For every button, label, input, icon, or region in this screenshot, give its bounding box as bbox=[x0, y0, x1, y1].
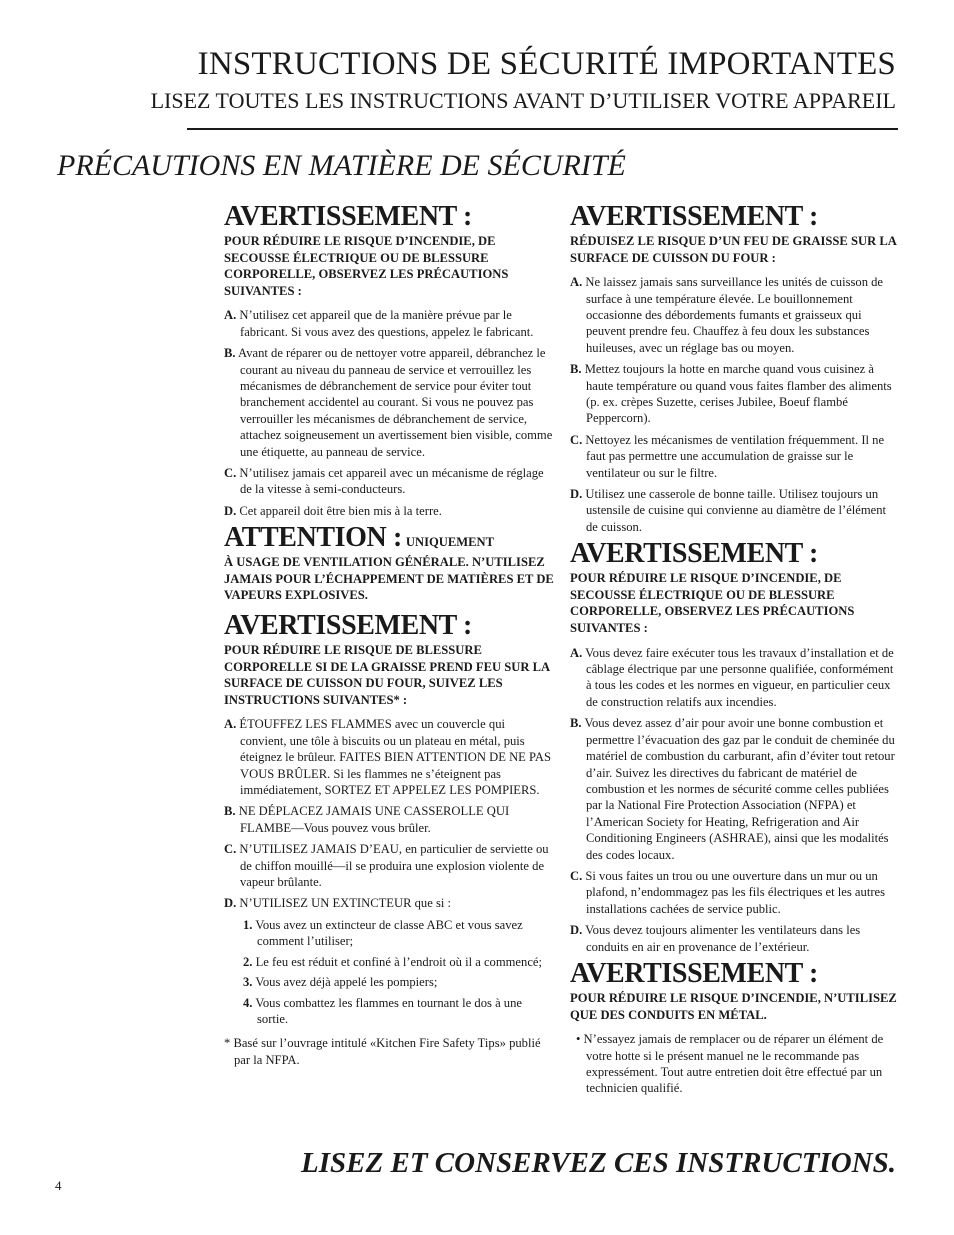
item-text: ÉTOUFFEZ LES FLAMMES avec un couvercle qui convient, une tôle à biscuits ou un plateau en métal, puis éteignez le brûleur. FAITES BIEN ATTENTION DE NE PAS VOUS BRÛLER. Si les flammes ne s’éteignent pas immédiatement, SORTEZ ET APPELEZ LES POMPIERS. bbox=[239, 717, 551, 798]
list-item bbox=[570, 715, 900, 863]
item-text: N’utilisez jamais cet appareil avec un mécanisme de réglage de la vitesse à semi-conducteurs. bbox=[239, 466, 544, 497]
warning-title: AVERTISSEMENT : bbox=[570, 538, 818, 570]
item-letter: B. bbox=[224, 346, 236, 361]
left-column bbox=[224, 198, 554, 1068]
list-item bbox=[224, 465, 554, 498]
item-letter: A. bbox=[224, 308, 237, 323]
closing-statement: LISEZ ET CONSERVEZ CES INSTRUCTIONS. bbox=[301, 1147, 896, 1179]
page-number: 4 bbox=[55, 1178, 62, 1193]
header-divider bbox=[187, 128, 898, 130]
sub-list-item bbox=[243, 995, 554, 1028]
item-text: Vous devez faire exécuter tous les travaux d’installation et de câblage électrique par une personne qualifiée, conformément à tous les codes et les normes en vigueur, en particulier ceux de construction relatifs aux incendies. bbox=[585, 645, 894, 709]
item-letter: C. bbox=[224, 842, 237, 857]
warning-lead: POUR RÉDUIRE LE RISQUE D’INCENDIE, N’UTILISEZ QUE DES CONDUITS EN MÉTAL. bbox=[570, 990, 897, 1022]
bullet-item: • N’essayez jamais de remplacer ou de réparer un élément de votre hotte si le présent manuel ne le recommande pas expressément. Tout autre entretien doit être effectué par un technicien qualifié. bbox=[576, 1032, 884, 1096]
attention-lead: À USAGE DE VENTILATION GÉNÉRALE. N’UTILISEZ JAMAIS POUR L’ÉCHAPPEMENT DE MATIÈRES ET DE VAPEURS EXPLOSIVES. bbox=[224, 555, 554, 603]
item-letter: A. bbox=[570, 275, 583, 290]
warning-title: AVERTISSEMENT : bbox=[570, 201, 818, 232]
warning-block-3 bbox=[570, 203, 900, 535]
list-item bbox=[224, 307, 554, 340]
warning-title: AVERTISSEMENT : bbox=[224, 201, 472, 232]
list-item bbox=[224, 895, 554, 911]
attention-heading bbox=[224, 524, 554, 552]
warning-block-1 bbox=[224, 203, 554, 519]
attention-inline-text: UNIQUEMENT bbox=[405, 535, 495, 550]
item-text: Ne laissez jamais sans surveillance les unités de cuisson de surface à une température élevée. Le bouillonnement occasionne des débordements fumants et graisseux qui peuvent prendre feu. Chauffez à feu doux les substances huileuses, avec un réglage bas ou moyen. bbox=[585, 275, 884, 355]
item-letter: A. bbox=[224, 717, 237, 732]
item-letter: D. bbox=[224, 896, 237, 911]
item-letter: A. bbox=[570, 645, 583, 660]
sub-list-item bbox=[243, 974, 554, 990]
warning-block-4 bbox=[570, 540, 900, 955]
item-text: Si vous faites un trou ou une ouverture dans un mur ou un plafond, n’endommagez pas les fils électriques et les autres installations cachées de service public. bbox=[585, 868, 885, 916]
sub-item-text: Vous avez déjà appelé les pompiers; bbox=[255, 975, 438, 990]
item-letter: C. bbox=[570, 868, 583, 883]
item-letter: D. bbox=[570, 487, 583, 502]
item-text: Avant de réparer ou de nettoyer votre appareil, débranchez le courant au niveau du panneau de service et verrouillez les mécanismes de débranchement de service pour éviter tout branchement accidentel au courant. Si vous ne pouvez pas verrouiller les mécanismes de débranchement de service, attachez soigneusement un avertissement bien visible, comme une étiquette, au panneau de service. bbox=[238, 346, 553, 459]
right-column bbox=[570, 198, 900, 1102]
item-letter: B. bbox=[570, 362, 582, 377]
list-item bbox=[570, 922, 900, 955]
warning-lead: POUR RÉDUIRE LE RISQUE DE BLESSURE CORPORELLE SI DE LA GRAISSE PREND FEU SUR LA SURFACE DE CUISSON DU FOUR, SUIVEZ LES INSTRUCTIONS SUIVANTES* : bbox=[224, 643, 550, 707]
warning-lead: POUR RÉDUIRE LE RISQUE D’INCENDIE, DE SECOUSSE ÉLECTRIQUE OU DE BLESSURE CORPORELLE, OBSERVEZ LES PRÉCAUTIONS SUIVANTES : bbox=[570, 571, 855, 636]
item-text: Mettez toujours la hotte en marche quand vous cuisinez à haute température ou quand vous faites flamber des aliments (p. ex. crèpes Suzette, cerises Jubilee, Boeuf flambé Peppercorn). bbox=[584, 362, 892, 426]
warning-lead: POUR RÉDUIRE LE RISQUE D’INCENDIE, DE SECOUSSE ÉLECTRIQUE OU DE BLESSURE CORPORELLE, OBSERVEZ LES PRÉCAUTIONS SUIVANTES : bbox=[224, 234, 509, 298]
warning-title: AVERTISSEMENT : bbox=[224, 610, 472, 642]
list-item bbox=[224, 503, 554, 519]
item-letter: B. bbox=[570, 716, 582, 731]
item-text: Vous devez toujours alimenter les ventilateurs dans les conduits en air en provenance de l’extérieur. bbox=[585, 923, 861, 954]
warning-block-5 bbox=[570, 957, 900, 1097]
item-text: N’utilisez cet appareil que de la manière prévue par le fabricant. Si vous avez des questions, appelez le fabricant. bbox=[239, 308, 534, 339]
item-letter: D. bbox=[224, 503, 237, 518]
item-letter: B. bbox=[224, 804, 236, 819]
attention-block bbox=[224, 524, 554, 604]
item-text: Vous devez assez d’air pour avoir une bonne combustion et permettre l’évacuation des gaz par le conduit de cheminée du matériel de combustion du carburant, afin d’éviter tout retour d’air. Suivez les directives du fabricant de matériel de combustion et les normes de sécurité comme celles publiées par la National Fire Protection Association (NFPA) et l’American Society for Heating, Refrigeration and Air Conditioning Engineers (ASHRAE), ainsi que les modalités des codes locaux. bbox=[584, 716, 895, 862]
sub-item-number: 3. bbox=[243, 975, 253, 990]
list-item bbox=[224, 345, 554, 460]
sub-item-text: Vous combattez les flammes en tournant le dos à une sortie. bbox=[255, 995, 522, 1026]
sub-item-text: Le feu est réduit et confiné à l’endroit où il a commencé; bbox=[255, 954, 543, 969]
warning-block-2 bbox=[224, 612, 554, 1068]
list-item bbox=[570, 486, 900, 535]
sub-item-number: 1. bbox=[243, 917, 253, 932]
sub-list-item bbox=[243, 917, 554, 950]
section-title: PRÉCAUTIONS EN MATIÈRE DE SÉCURITÉ bbox=[57, 149, 626, 182]
list-item bbox=[224, 716, 554, 798]
header-subtitle: LISEZ TOUTES LES INSTRUCTIONS AVANT D’UTILISER VOTRE APPAREIL bbox=[150, 88, 896, 113]
item-text: Cet appareil doit être bien mis à la terre. bbox=[239, 503, 442, 518]
item-letter: D. bbox=[570, 923, 583, 938]
sub-list-item bbox=[243, 954, 554, 970]
list-item bbox=[570, 274, 900, 356]
list-item bbox=[570, 432, 900, 481]
footnote: * Basé sur l’ouvrage intitulé «Kitchen Fire Safety Tips» publié par la NFPA. bbox=[224, 1036, 541, 1067]
list-item bbox=[570, 645, 900, 711]
item-text: NE DÉPLACEZ JAMAIS UNE CASSEROLLE QUI FLAMBE—Vous pouvez vous brûler. bbox=[238, 804, 510, 835]
item-text: Utilisez une casserole de bonne taille. Utilisez toujours un ustensile de cuisine qui convienne au diamètre de l’élément de cuisson. bbox=[585, 487, 887, 534]
item-letter: C. bbox=[570, 432, 583, 447]
sub-item-number: 4. bbox=[243, 995, 253, 1010]
warning-lead: RÉDUISEZ LE RISQUE D’UN FEU DE GRAISSE SUR LA SURFACE DE CUISSON DU FOUR : bbox=[570, 234, 897, 265]
list-item bbox=[224, 803, 554, 836]
item-text: Nettoyez les mécanismes de ventilation fréquemment. Il ne faut pas permettre une accumulation de graisse sur le ventilateur ou sur le filtre. bbox=[585, 432, 885, 480]
attention-title: ATTENTION : bbox=[224, 522, 402, 554]
header-title: INSTRUCTIONS DE SÉCURITÉ IMPORTANTES bbox=[197, 46, 896, 82]
item-text: N’UTILISEZ UN EXTINCTEUR que si : bbox=[239, 896, 452, 911]
warning-title: AVERTISSEMENT : bbox=[570, 957, 818, 989]
item-text: N’UTILISEZ JAMAIS D’EAU, en particulier de serviette ou de chiffon mouillé—il se produira une explosion violente de vapeur brûlante. bbox=[239, 842, 549, 890]
list-item bbox=[570, 361, 900, 427]
item-letter: C. bbox=[224, 466, 237, 481]
list-item bbox=[224, 841, 554, 890]
sub-item-text: Vous avez un extincteur de classe ABC et vous savez comment l’utiliser; bbox=[255, 917, 523, 949]
sub-item-number: 2. bbox=[243, 954, 253, 969]
list-item bbox=[570, 868, 900, 917]
